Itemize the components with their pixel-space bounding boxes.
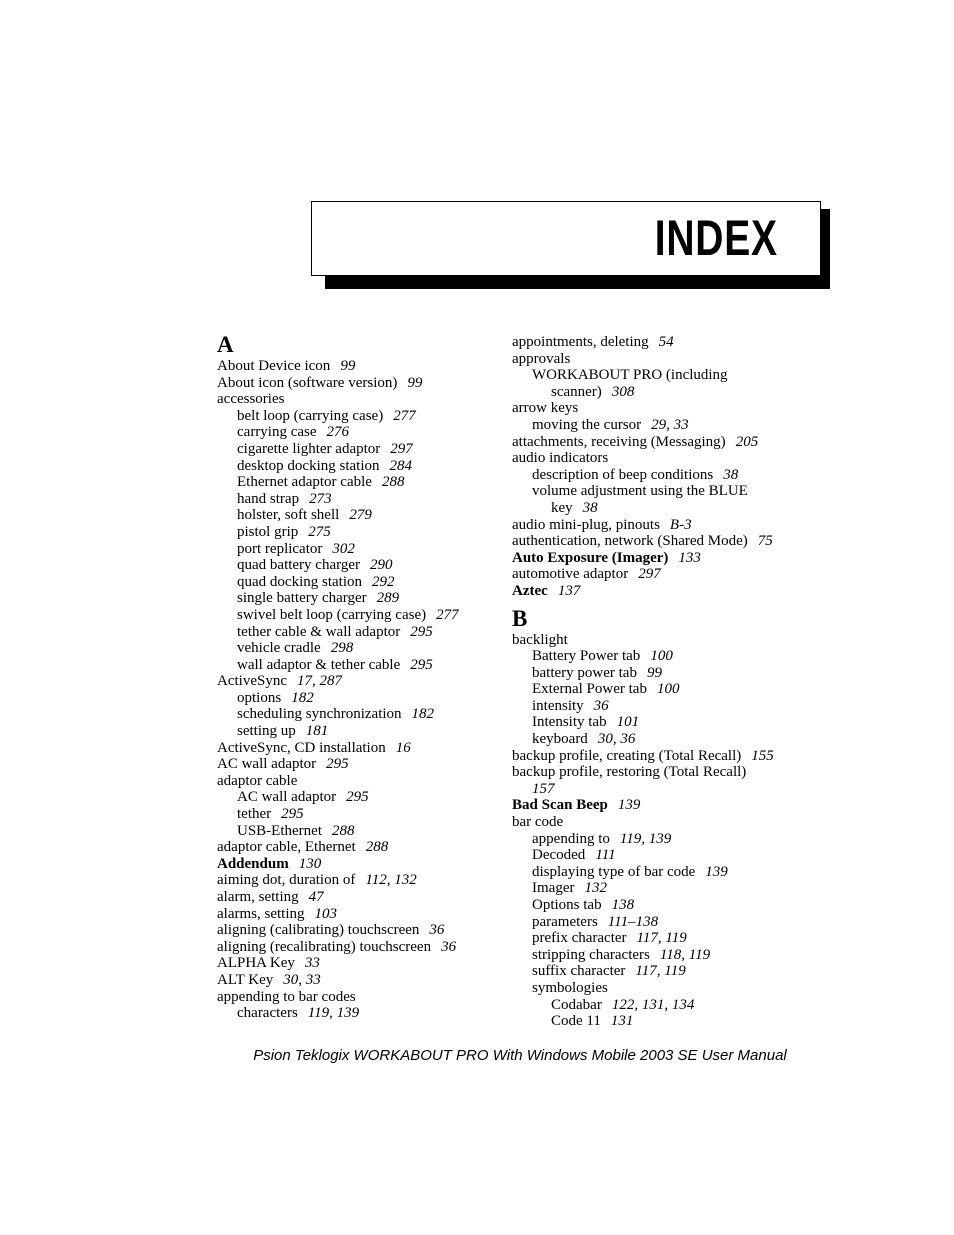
index-entry <box>512 351 802 368</box>
index-entry <box>217 1005 507 1022</box>
index-entry <box>217 673 507 690</box>
index-entry <box>217 922 507 939</box>
index-entry <box>512 781 802 798</box>
index-entry <box>512 467 802 484</box>
index-term: adaptor cable, Ethernet <box>217 839 356 856</box>
index-entry <box>512 434 802 451</box>
index-term: description of beep conditions <box>532 466 714 483</box>
index-entry <box>217 541 507 558</box>
index-entry <box>512 947 802 964</box>
index-page-ref[interactable]: 182 <box>411 706 435 723</box>
index-entry <box>512 400 802 417</box>
index-term: aiming dot, duration of <box>217 872 356 889</box>
page-footer: Psion Teklogix WORKABOUT PRO With Windows Mobile 2003 SE User Manual <box>253 1047 787 1064</box>
index-page-ref[interactable]: 275 <box>308 523 331 540</box>
index-term: key <box>551 499 573 516</box>
index-term: Battery Power tab <box>532 648 641 665</box>
index-page-ref[interactable]: 155 <box>751 747 774 764</box>
index-term: AC wall adaptor <box>217 756 317 773</box>
index-term: tether cable & wall adaptor <box>237 623 401 640</box>
index-entry <box>512 384 802 401</box>
index-term: About icon (software version) <box>217 374 398 391</box>
index-term: hand strap <box>237 490 300 507</box>
index-term: arrow keys <box>512 400 579 417</box>
index-entry <box>512 1013 802 1030</box>
index-entry <box>512 665 802 682</box>
index-page-ref[interactable]: 308 <box>611 383 635 400</box>
index-entry <box>512 681 802 698</box>
index-entry <box>217 839 507 856</box>
index-term: bar code <box>512 814 564 831</box>
index-page-ref[interactable]: 298 <box>330 640 354 657</box>
index-entry <box>217 657 507 674</box>
index-entry <box>512 897 802 914</box>
index-term: accessories <box>217 391 285 408</box>
index-term: Codabar <box>551 996 602 1013</box>
index-term: characters <box>237 1005 298 1022</box>
index-term: External Power tab <box>532 681 647 698</box>
index-page-ref[interactable]: 295 <box>410 623 433 640</box>
index-entry <box>217 624 507 641</box>
index-page-ref[interactable]: 205 <box>735 433 759 450</box>
index-term: cigarette lighter adaptor <box>237 440 381 457</box>
index-page-ref[interactable]: 131 <box>610 1013 634 1030</box>
index-page-ref[interactable]: 111 <box>595 847 616 864</box>
index-page-ref[interactable]: 99 <box>340 358 356 374</box>
index-entry <box>512 847 802 864</box>
index-entry <box>217 939 507 956</box>
index-entry <box>217 690 507 707</box>
index-term: moving the cursor <box>532 416 642 433</box>
index-term: quad battery charger <box>237 557 360 574</box>
index-entry <box>512 648 802 665</box>
index-term: intensity <box>532 697 584 714</box>
index-page-ref[interactable]: 289 <box>376 590 400 607</box>
index-term: Code 11 <box>551 1013 601 1030</box>
index-entry <box>512 583 802 600</box>
index-page-ref[interactable]: 100 <box>656 681 680 698</box>
index-entry <box>217 723 507 740</box>
index-term: keyboard <box>532 731 588 748</box>
index-term: appointments, deleting <box>512 334 649 350</box>
index-term: scanner) <box>551 383 602 400</box>
index-page-ref[interactable]: 36 <box>441 938 457 955</box>
index-term: WORKABOUT PRO (including <box>532 367 728 384</box>
index-term: automotive adaptor <box>512 566 629 583</box>
index-page-ref[interactable]: 277 <box>393 407 416 424</box>
index-term: backup profile, creating (Total Recall) <box>512 747 742 764</box>
index-page-ref[interactable]: 54 <box>658 334 674 350</box>
index-term: scheduling synchronization <box>237 706 402 723</box>
index-entry <box>512 914 802 931</box>
index-term: alarm, setting <box>217 889 299 905</box>
index-term: Intensity tab <box>532 714 607 731</box>
index-section-letter: A <box>217 332 234 357</box>
index-page-ref[interactable]: 33 <box>304 955 320 972</box>
index-term: attachments, receiving (Messaging) <box>512 433 726 450</box>
index-term: ALT Key <box>217 971 274 988</box>
index-term: USB-Ethernet <box>237 822 322 839</box>
index-term: aligning (recalibrating) touchscreen <box>217 938 432 955</box>
index-page-ref[interactable]: 295 <box>281 806 304 823</box>
index-term: carrying case <box>237 424 317 441</box>
index-page-ref[interactable]: 119, 139 <box>307 1005 360 1022</box>
index-page-ref[interactable]: 101 <box>616 714 640 731</box>
index-page-ref[interactable]: 290 <box>370 557 393 574</box>
index-entry <box>217 408 507 425</box>
index-entry <box>217 590 507 607</box>
index-term: Imager <box>532 880 575 897</box>
index-entry <box>217 955 507 972</box>
index-page-ref[interactable]: 38 <box>582 499 598 516</box>
index-term: setting up <box>237 723 296 740</box>
index-term: battery power tab <box>532 664 637 681</box>
index-page-ref[interactable]: 288 <box>331 822 355 839</box>
index-entry <box>217 607 507 624</box>
index-page-ref[interactable]: 276 <box>326 424 350 441</box>
index-page-ref[interactable]: 279 <box>349 507 372 524</box>
index-term: tether <box>237 806 272 823</box>
index-term: audio mini-plug, pinouts <box>512 516 660 533</box>
index-term: Auto Exposure (Imager) <box>512 549 669 566</box>
index-page-ref[interactable]: 36 <box>593 697 609 714</box>
index-entry <box>217 507 507 524</box>
index-entry <box>217 474 507 491</box>
index-term: desktop docking station <box>237 457 380 474</box>
index-term: suffix character <box>532 963 626 980</box>
index-term: approvals <box>512 350 571 367</box>
index-page-ref[interactable]: 130 <box>298 855 322 872</box>
index-page-ref[interactable]: 295 <box>326 756 349 773</box>
index-entry <box>217 872 507 889</box>
index-entry <box>512 748 802 765</box>
index-entry <box>217 524 507 541</box>
index-page-ref[interactable]: 273 <box>309 490 332 507</box>
index-page-ref[interactable]: 132 <box>584 880 607 897</box>
index-column-right <box>512 334 802 1030</box>
index-term: adaptor cable <box>217 772 298 789</box>
index-term: belt loop (carrying case) <box>237 407 384 424</box>
index-entry <box>217 458 507 475</box>
index-entry <box>512 814 802 831</box>
index-entry <box>512 963 802 980</box>
index-page-ref[interactable]: 30, 36 <box>597 731 636 748</box>
index-page-ref[interactable]: 17, 287 <box>296 673 342 690</box>
index-entry <box>512 483 802 500</box>
index-term: ActiveSync, CD installation <box>217 739 386 756</box>
index-entry <box>217 706 507 723</box>
index-entry <box>512 880 802 897</box>
index-term: Aztec <box>512 582 548 599</box>
index-page-ref[interactable]: B-3 <box>669 516 692 533</box>
index-entry <box>217 806 507 823</box>
index-page-ref[interactable]: 100 <box>650 648 673 665</box>
index-entry <box>217 557 507 574</box>
index-page-ref[interactable]: 99 <box>407 374 423 391</box>
index-page-ref[interactable]: 157 <box>532 780 555 797</box>
index-term: backlight <box>512 631 568 648</box>
index-page-ref[interactable]: 47 <box>308 889 324 905</box>
index-entry <box>512 417 802 434</box>
index-entry <box>512 566 802 583</box>
index-entry <box>512 997 802 1014</box>
index-entry <box>512 764 802 781</box>
index-page-ref[interactable]: 30, 33 <box>283 971 321 988</box>
index-page-ref[interactable]: 139 <box>705 863 728 880</box>
index-page-ref[interactable]: 75 <box>757 533 773 550</box>
index-page-ref[interactable]: 284 <box>389 457 412 474</box>
index-page-ref[interactable]: 288 <box>365 839 389 856</box>
index-entry <box>512 930 802 947</box>
index-page-ref[interactable]: 182 <box>291 689 314 706</box>
index-term: swivel belt loop (carrying case) <box>237 606 427 623</box>
index-page-ref[interactable]: 139 <box>617 797 641 814</box>
index-entry <box>512 980 802 997</box>
index-term: audio indicators <box>512 450 609 467</box>
index-entry <box>217 823 507 840</box>
index-page-ref[interactable]: 117, 119 <box>635 963 686 980</box>
index-term: stripping characters <box>532 946 650 963</box>
index-entry <box>512 864 802 881</box>
index-entry <box>512 714 802 731</box>
index-entry <box>512 500 802 517</box>
index-entry <box>217 491 507 508</box>
index-page-ref[interactable]: 38 <box>723 466 739 483</box>
index-term: Addendum <box>217 855 289 872</box>
index-entry <box>512 831 802 848</box>
title-box <box>311 201 821 276</box>
index-entry <box>512 550 802 567</box>
index-section-letter: B <box>512 605 528 631</box>
index-entry <box>512 533 802 550</box>
index-page-ref[interactable]: 122, 131, 134 <box>611 996 695 1013</box>
index-entry <box>217 391 507 408</box>
index-page-ref[interactable]: 118, 119 <box>659 946 711 963</box>
index-term: port replicator <box>237 540 323 557</box>
index-page-ref[interactable]: 111–138 <box>607 913 659 930</box>
index-term: appending to <box>532 830 610 847</box>
index-page-ref[interactable]: 29, 33 <box>651 416 689 433</box>
index-term: AC wall adaptor <box>237 789 337 806</box>
index-page-ref[interactable]: 181 <box>305 723 329 740</box>
index-term: ActiveSync <box>217 673 287 690</box>
index-page-ref[interactable]: 133 <box>678 549 701 566</box>
index-term: volume adjustment using the BLUE <box>532 483 748 500</box>
index-entry <box>512 334 802 351</box>
index-page-ref[interactable]: 277 <box>436 606 459 623</box>
index-entry <box>217 972 507 989</box>
index-entry <box>512 797 802 814</box>
index-entry <box>217 773 507 790</box>
index-term: options <box>237 689 282 706</box>
index-page-ref[interactable]: 295 <box>346 789 369 806</box>
index-term: authentication, network (Shared Mode) <box>512 533 748 550</box>
index-page-ref[interactable]: 117, 119 <box>636 930 687 947</box>
index-entry <box>512 731 802 748</box>
index-term: pistol grip <box>237 523 299 540</box>
index-page-ref[interactable]: 99 <box>646 664 662 681</box>
index-entry <box>512 450 802 467</box>
index-entry <box>217 906 507 923</box>
index-term: symbologies <box>532 979 608 996</box>
index-term: alarms, setting <box>217 905 305 922</box>
index-term: wall adaptor & tether cable <box>237 656 401 673</box>
index-term: Ethernet adaptor cable <box>237 474 372 491</box>
index-entry <box>217 889 507 906</box>
index-term: Bad Scan Beep <box>512 797 608 814</box>
index-page-ref[interactable]: 119, 139 <box>619 830 672 847</box>
index-page-ref[interactable]: 288 <box>381 474 405 491</box>
index-entry <box>217 740 507 757</box>
index-entry <box>217 856 507 873</box>
index-entry <box>217 789 507 806</box>
index-page-ref[interactable]: 295 <box>410 656 433 673</box>
index-entry <box>512 517 802 534</box>
index-term: Decoded <box>532 847 586 864</box>
index-page-ref[interactable]: 297 <box>638 566 661 583</box>
index-page-ref[interactable]: 103 <box>314 905 337 922</box>
index-term: quad docking station <box>237 573 362 590</box>
index-entry <box>217 989 507 1006</box>
index-term: single battery charger <box>237 590 367 607</box>
index-entry <box>217 375 507 392</box>
index-entry <box>217 441 507 458</box>
index-term: backup profile, restoring (Total Recall) <box>512 764 747 781</box>
index-page-ref[interactable]: 137 <box>557 582 581 599</box>
index-page-ref[interactable]: 292 <box>371 573 395 590</box>
index-page-ref[interactable]: 36 <box>429 922 445 939</box>
index-term: About Device icon <box>217 358 331 374</box>
index-entry <box>512 698 802 715</box>
index-term: aligning (calibrating) touchscreen <box>217 922 420 939</box>
index-entry <box>217 574 507 591</box>
index-entry <box>217 424 507 441</box>
index-page-ref[interactable]: 112, 132 <box>365 872 417 889</box>
index-entry <box>217 640 507 657</box>
index-column-left <box>217 332 507 1022</box>
index-term: holster, soft shell <box>237 507 340 524</box>
index-entry <box>217 358 507 375</box>
index-term: displaying type of bar code <box>532 863 696 880</box>
index-page-ref[interactable]: 138 <box>611 897 635 913</box>
index-entry <box>512 367 802 384</box>
index-page-ref[interactable]: 302 <box>332 540 355 557</box>
index-entry <box>512 632 802 649</box>
page-title: INDEX <box>654 210 778 266</box>
index-term: ALPHA Key <box>217 955 295 972</box>
index-term: parameters <box>532 913 598 930</box>
index-entry <box>217 756 507 773</box>
index-term: appending to bar codes <box>217 988 356 1005</box>
index-term: vehicle cradle <box>237 640 321 657</box>
index-page-ref[interactable]: 16 <box>395 739 411 756</box>
index-term: Options tab <box>532 897 602 913</box>
index-term: prefix character <box>532 930 627 947</box>
index-page-ref[interactable]: 297 <box>390 440 413 457</box>
